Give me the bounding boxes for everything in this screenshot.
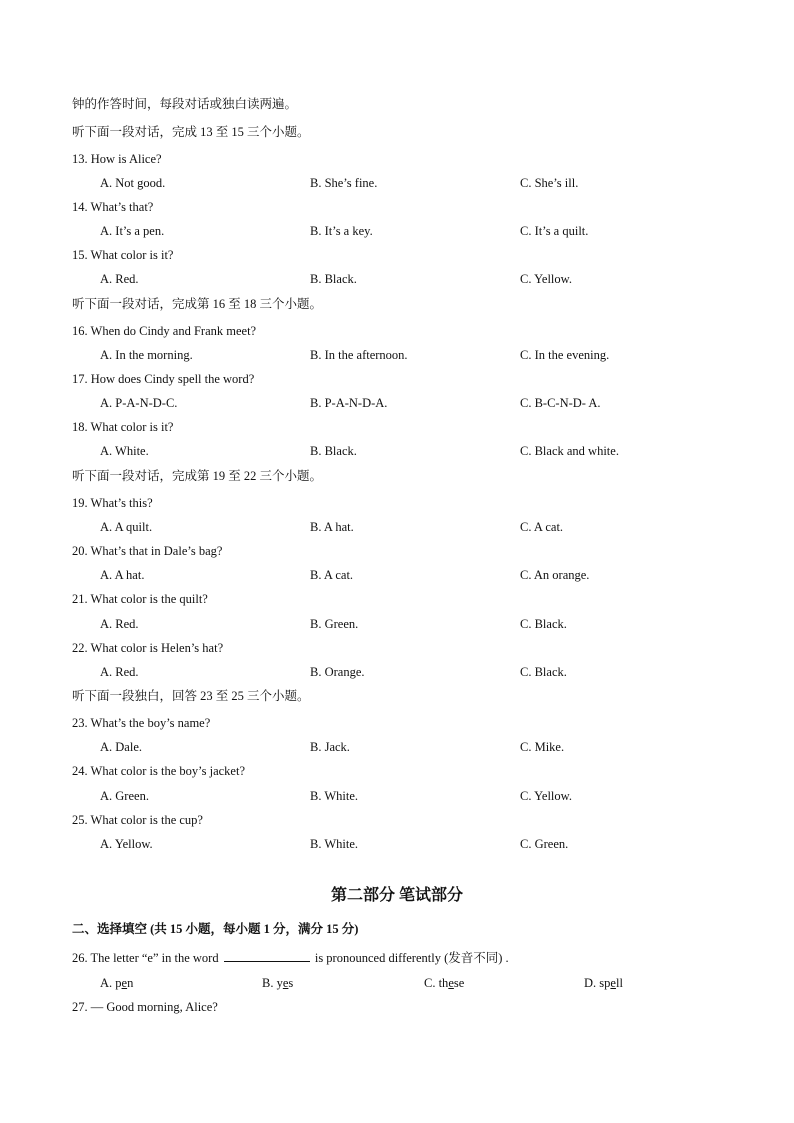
option-13-a: A. Not good. xyxy=(100,176,166,190)
question-19: 19. What’s this? xyxy=(72,496,153,510)
option-21-a: A. Red. xyxy=(100,617,139,631)
option-16-b: B. In the afternoon. xyxy=(310,348,408,362)
option-18-c: C. Black and white. xyxy=(520,444,619,458)
group-instruction-23-25: 听下面一段独白，回答 23 至 25 三个小题。 xyxy=(72,689,310,703)
option-14-b: B. It’s a key. xyxy=(310,224,373,238)
option-15-a: A. Red. xyxy=(100,272,139,286)
option-26-c: C. these xyxy=(424,976,465,990)
option-16-c: C. In the evening. xyxy=(520,348,610,362)
option-26-d: D. spell xyxy=(584,976,623,990)
option-23-b: B. Jack. xyxy=(310,740,350,754)
option-19-c: C. A cat. xyxy=(520,520,564,534)
question-24: 24. What color is the boy’s jacket? xyxy=(72,764,245,778)
option-15-b: B. Black. xyxy=(310,272,357,286)
option-26-a: A. pen xyxy=(100,976,134,990)
option-17-b: B. P-A-N-D-A. xyxy=(310,396,388,410)
option-25-a: A. Yellow. xyxy=(100,837,153,851)
options-20 xyxy=(0,567,794,583)
option-14-a: A. It’s a pen. xyxy=(100,224,165,238)
question-23: 23. What’s the boy’s name? xyxy=(72,716,211,730)
group-instruction-13-15: 听下面一段对话，完成 13 至 15 三个小题。 xyxy=(72,125,310,139)
group-instruction-16-18: 听下面一段对话，完成第 16 至 18 三个小题。 xyxy=(72,297,323,311)
option-22-a: A. Red. xyxy=(100,665,139,679)
options-17 xyxy=(0,395,794,411)
option-24-a: A. Green. xyxy=(100,789,149,803)
option-13-c: C. She’s ill. xyxy=(520,176,579,190)
question-14: 14. What’s that? xyxy=(72,200,154,214)
question-21: 21. What color is the quilt? xyxy=(72,592,208,606)
option-21-b: B. Green. xyxy=(310,617,359,631)
options-25 xyxy=(0,836,794,852)
option-17-a: A. P-A-N-D-C. xyxy=(100,396,178,410)
part-two-title: 第二部分 笔试部分 xyxy=(330,887,463,904)
option-20-b: B. A cat. xyxy=(310,568,354,582)
question-15: 15. What color is it? xyxy=(72,248,174,262)
option-25-b: B. White. xyxy=(310,837,359,851)
question-25: 25. What color is the cup? xyxy=(72,813,203,827)
option-24-c: C. Yellow. xyxy=(520,789,572,803)
option-25-c: C. Green. xyxy=(520,837,569,851)
option-24-b: B. White. xyxy=(310,789,359,803)
options-26 xyxy=(0,975,794,991)
question-22: 22. What color is Helen’s hat? xyxy=(72,641,224,655)
question-17: 17. How does Cindy spell the word? xyxy=(72,372,255,386)
option-22-c: C. Black. xyxy=(520,665,567,679)
options-23 xyxy=(0,739,794,755)
group-instruction-19-22: 听下面一段对话，完成第 19 至 22 三个小题。 xyxy=(72,469,323,483)
option-14-c: C. It’s a quilt. xyxy=(520,224,589,238)
question-27: 27. — Good morning, Alice? xyxy=(72,1000,218,1014)
question-26-stem-start: 26. The letter “e” in the word xyxy=(72,951,222,965)
question-16: 16. When do Cindy and Frank meet? xyxy=(72,324,257,338)
question-26-stem-end: is pronounced differently (发音不同) . xyxy=(311,951,509,965)
option-17-c: C. B-C-N-D- A. xyxy=(520,396,601,410)
option-23-c: C. Mike. xyxy=(520,740,565,754)
option-20-a: A. A hat. xyxy=(100,568,145,582)
option-15-c: C. Yellow. xyxy=(520,272,572,286)
option-19-b: B. A hat. xyxy=(310,520,354,534)
option-18-b: B. Black. xyxy=(310,444,357,458)
option-21-c: C. Black. xyxy=(520,617,567,631)
option-22-b: B. Orange. xyxy=(310,665,365,679)
options-14 xyxy=(0,223,794,239)
intro-tail: 钟的作答时间，每段对话或独白读两遍。 xyxy=(72,97,298,111)
options-18 xyxy=(0,443,794,459)
question-20: 20. What’s that in Dale’s bag? xyxy=(72,544,223,558)
option-16-a: A. In the morning. xyxy=(100,348,193,362)
question-13: 13. How is Alice? xyxy=(72,152,162,166)
question-26 xyxy=(72,949,509,966)
option-23-a: A. Dale. xyxy=(100,740,142,754)
option-18-a: A. White. xyxy=(100,444,149,458)
options-19 xyxy=(0,519,794,535)
option-26-b: B. yes xyxy=(262,976,294,990)
option-13-b: B. She’s fine. xyxy=(310,176,378,190)
options-22 xyxy=(0,664,794,680)
options-16 xyxy=(0,347,794,363)
answer-blank xyxy=(224,949,310,962)
question-18: 18. What color is it? xyxy=(72,420,174,434)
option-20-c: C. An orange. xyxy=(520,568,590,582)
options-15 xyxy=(0,271,794,287)
section-two-heading: 二、选择填空 (共 15 小题，每小题 1 分，满分 15 分) xyxy=(72,922,359,936)
option-19-a: A. A quilt. xyxy=(100,520,153,534)
options-21 xyxy=(0,616,794,632)
options-24 xyxy=(0,788,794,804)
options-13 xyxy=(0,175,794,191)
